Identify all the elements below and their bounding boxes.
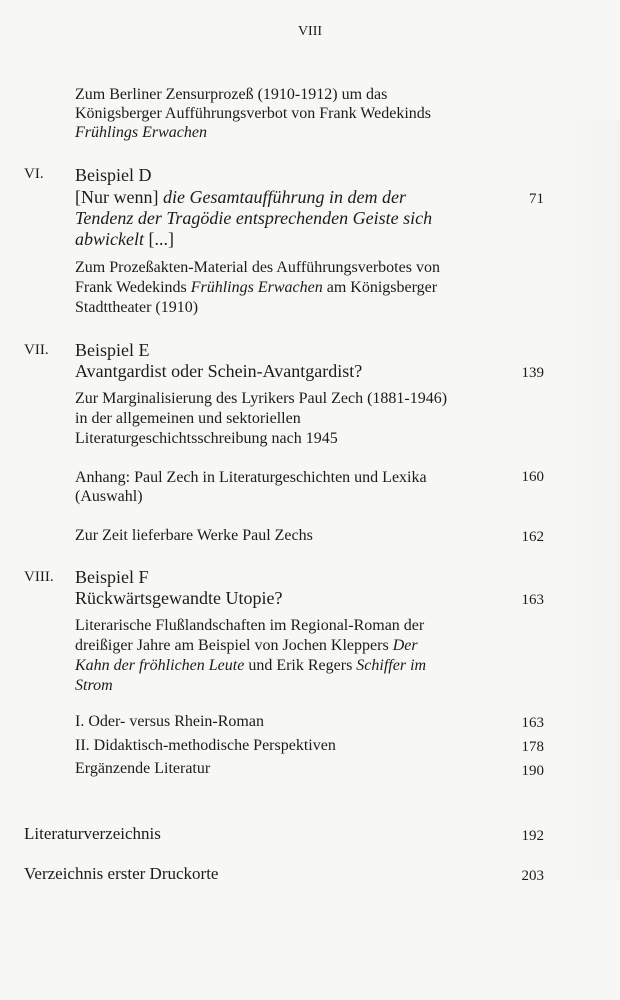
chapter-heading-vii: Beispiel E (75, 340, 150, 360)
chapter-sub-vi-line-1: Zum Prozeßakten-Material des Aufführungsverbotes von (75, 259, 440, 276)
chapter-sub-vi-line-2: Frank Wedekinds Frühlings Erwachen am Königsberger (75, 279, 438, 296)
anhang-line-1: Anhang: Paul Zech in Literaturgeschichten und Lexika (75, 469, 427, 486)
page-ref-literatur: 192 (521, 828, 544, 844)
pre-sub-line-2: Königsberger Aufführungsverbot von Frank Wedekinds (75, 105, 431, 122)
back-matter-druckorte: Verzeichnis erster Druckorte (24, 864, 219, 883)
chapter-sub-viii-line-4: Strom (75, 677, 113, 694)
pre-sub-line-3: Frühlings Erwachen (75, 124, 207, 141)
page-ref-werke: 162 (521, 529, 544, 545)
page-number-header: VIII (297, 24, 323, 39)
chapter-numeral-viii: VIII. (24, 569, 54, 585)
chapter-title-vi-line-2: Tendenz der Tragödie entsprechenden Geiste sich (75, 208, 433, 228)
chapter-sub-vii-line-2: in der allgemeinen und sektoriellen (75, 410, 301, 427)
werke-entry: Zur Zeit lieferbare Werke Paul Zechs (75, 527, 313, 544)
chapter-title-vi-line-1: [Nur wenn] die Gesamtaufführung in dem der (75, 187, 406, 207)
page-ref-druckorte: 203 (521, 868, 544, 884)
page-ref-viii-item-1: 163 (521, 715, 544, 731)
page-ref-vii: 139 (521, 365, 544, 381)
pre-sub-line-1: Zum Berliner Zensurprozeß (1910-1912) um das (75, 86, 388, 103)
chapter-heading-vi: Beispiel D (75, 165, 152, 185)
chapter-title-vii: Avantgardist oder Schein-Avantgardist? (75, 361, 363, 381)
page-ref-anhang: 160 (521, 469, 544, 485)
back-matter-literatur: Literaturverzeichnis (24, 824, 161, 843)
page-ref-viii-item-3: 190 (521, 763, 544, 779)
page-ref-vi: 71 (529, 191, 544, 207)
chapter-title-viii: Rückwärtsgewandte Utopie? (75, 588, 283, 608)
page-ref-viii-item-2: 178 (521, 739, 544, 755)
chapter-numeral-vii: VII. (24, 342, 49, 358)
viii-item-1: I. Oder- versus Rhein-Roman (75, 713, 264, 730)
chapter-numeral-vi: VI. (24, 166, 44, 182)
chapter-sub-vi-line-3: Stadttheater (1910) (75, 299, 199, 316)
anhang-line-2: (Auswahl) (75, 488, 143, 505)
viii-item-2: II. Didaktisch-methodische Perspektiven (75, 737, 336, 754)
chapter-sub-vii-line-1: Zur Marginalisierung des Lyrikers Paul Zech (1881-1946) (75, 390, 448, 407)
viii-item-3: Ergänzende Literatur (75, 760, 211, 777)
chapter-sub-viii-line-2: dreißiger Jahre am Beispiel von Jochen Kleppers Der (75, 637, 418, 654)
chapter-sub-viii-line-1: Literarische Flußlandschaften im Regional-Roman der (75, 617, 425, 634)
chapter-title-vi-line-3: abwickelt [...] (75, 229, 174, 249)
chapter-heading-viii: Beispiel F (75, 567, 149, 587)
chapter-sub-viii-line-3: Kahn der fröhlichen Leute und Erik Regers Schiffer im (75, 657, 427, 674)
bleed-through-shadow (560, 120, 620, 880)
page-ref-viii: 163 (521, 592, 544, 608)
chapter-sub-vii-line-3: Literaturgeschichtsschreibung nach 1945 (75, 430, 338, 447)
